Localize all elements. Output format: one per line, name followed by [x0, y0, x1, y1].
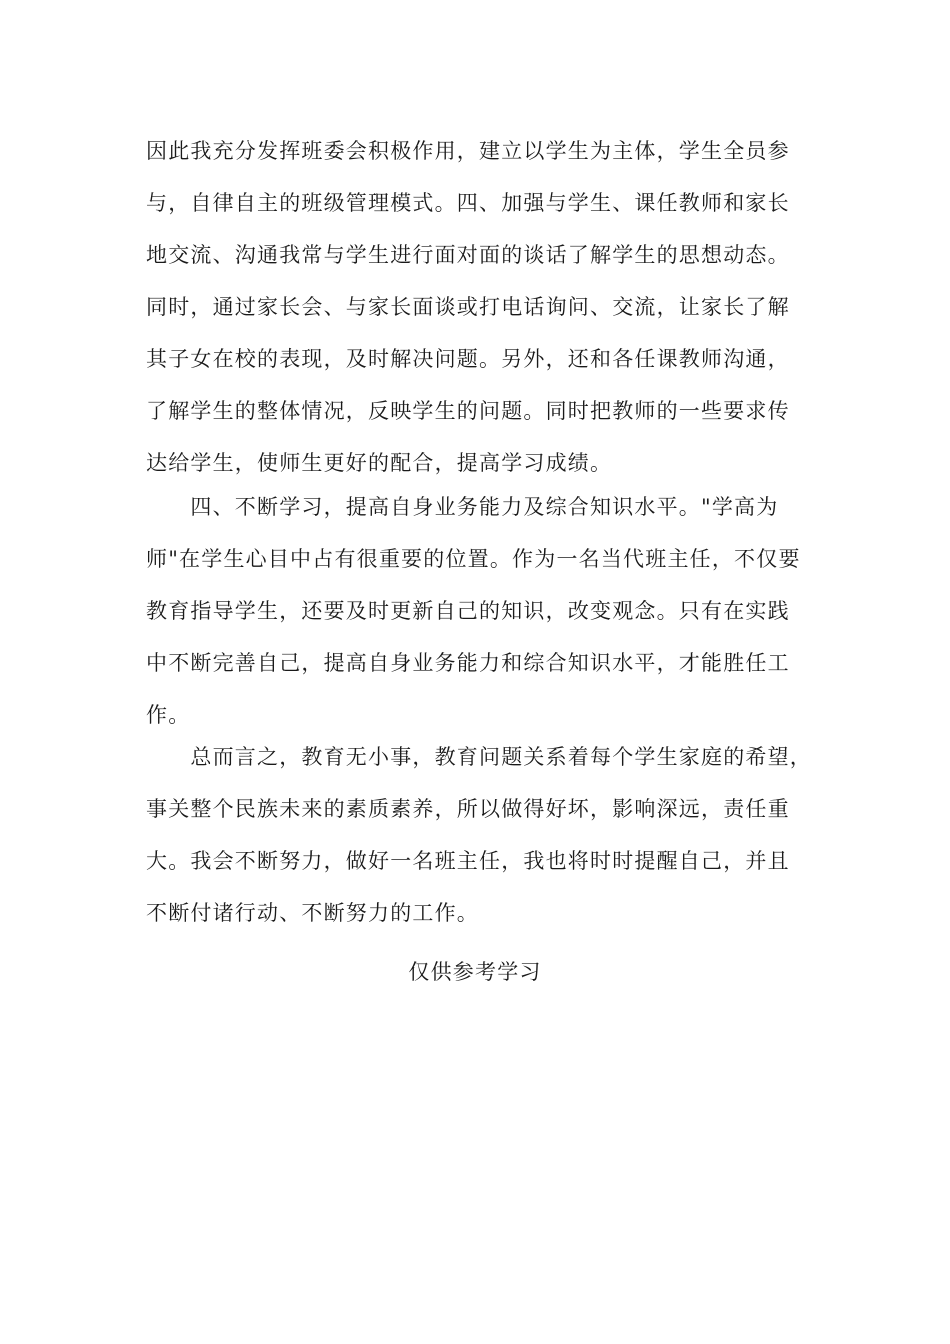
text-line: 同时，通过家长会、与家长面谈或打电话询问、交流，让家长了解 [146, 295, 790, 319]
text-line: 因此我充分发挥班委会积极作用，建立以学生为主体，学生全员参 [146, 139, 790, 163]
text-line: 达给学生，使师生更好的配合，提高学习成绩。 [146, 451, 613, 475]
text-line: 大。我会不断努力，做好一名班主任，我也将时时提醒自己，并且 [146, 849, 790, 873]
paragraph-class-management [146, 125, 808, 489]
text-line: 中不断完善自己，提高自身业务能力和综合知识水平，才能胜任工 [146, 651, 790, 675]
text-line: 与，自律自主的班级管理模式。四、加强与学生、课任教师和家长 [146, 191, 790, 215]
text-line: 总而言之，教育无小事，教育问题关系着每个学生家庭的希望， [146, 745, 812, 769]
text-line: 了解学生的整体情况，反映学生的问题。同时把教师的一些要求传 [146, 399, 790, 423]
text-line: 教育指导学生，还要及时更新自己的知识，改变观念。只有在实践 [146, 599, 790, 623]
text-line: 其子女在校的表现，及时解决问题。另外，还和各任课教师沟通， [146, 347, 790, 371]
paragraph-conclusion [146, 731, 812, 939]
paragraph-continuous-learning [146, 481, 808, 741]
text-line: 四、不断学习，提高自身业务能力及综合知识水平。"学高为 [146, 495, 779, 519]
footer-note: 仅供参考学习 [408, 960, 542, 984]
text-line: 不断付诸行动、不断努力的工作。 [146, 901, 479, 925]
text-line: 作。 [146, 703, 191, 727]
text-line: 师"在学生心目中占有很重要的位置。作为一名当代班主任，不仅要 [146, 547, 801, 571]
text-line: 地交流、沟通我常与学生进行面对面的谈话了解学生的思想动态。 [146, 243, 790, 267]
text-line: 事关整个民族未来的素质素养，所以做得好坏，影响深远，责任重 [146, 797, 790, 821]
